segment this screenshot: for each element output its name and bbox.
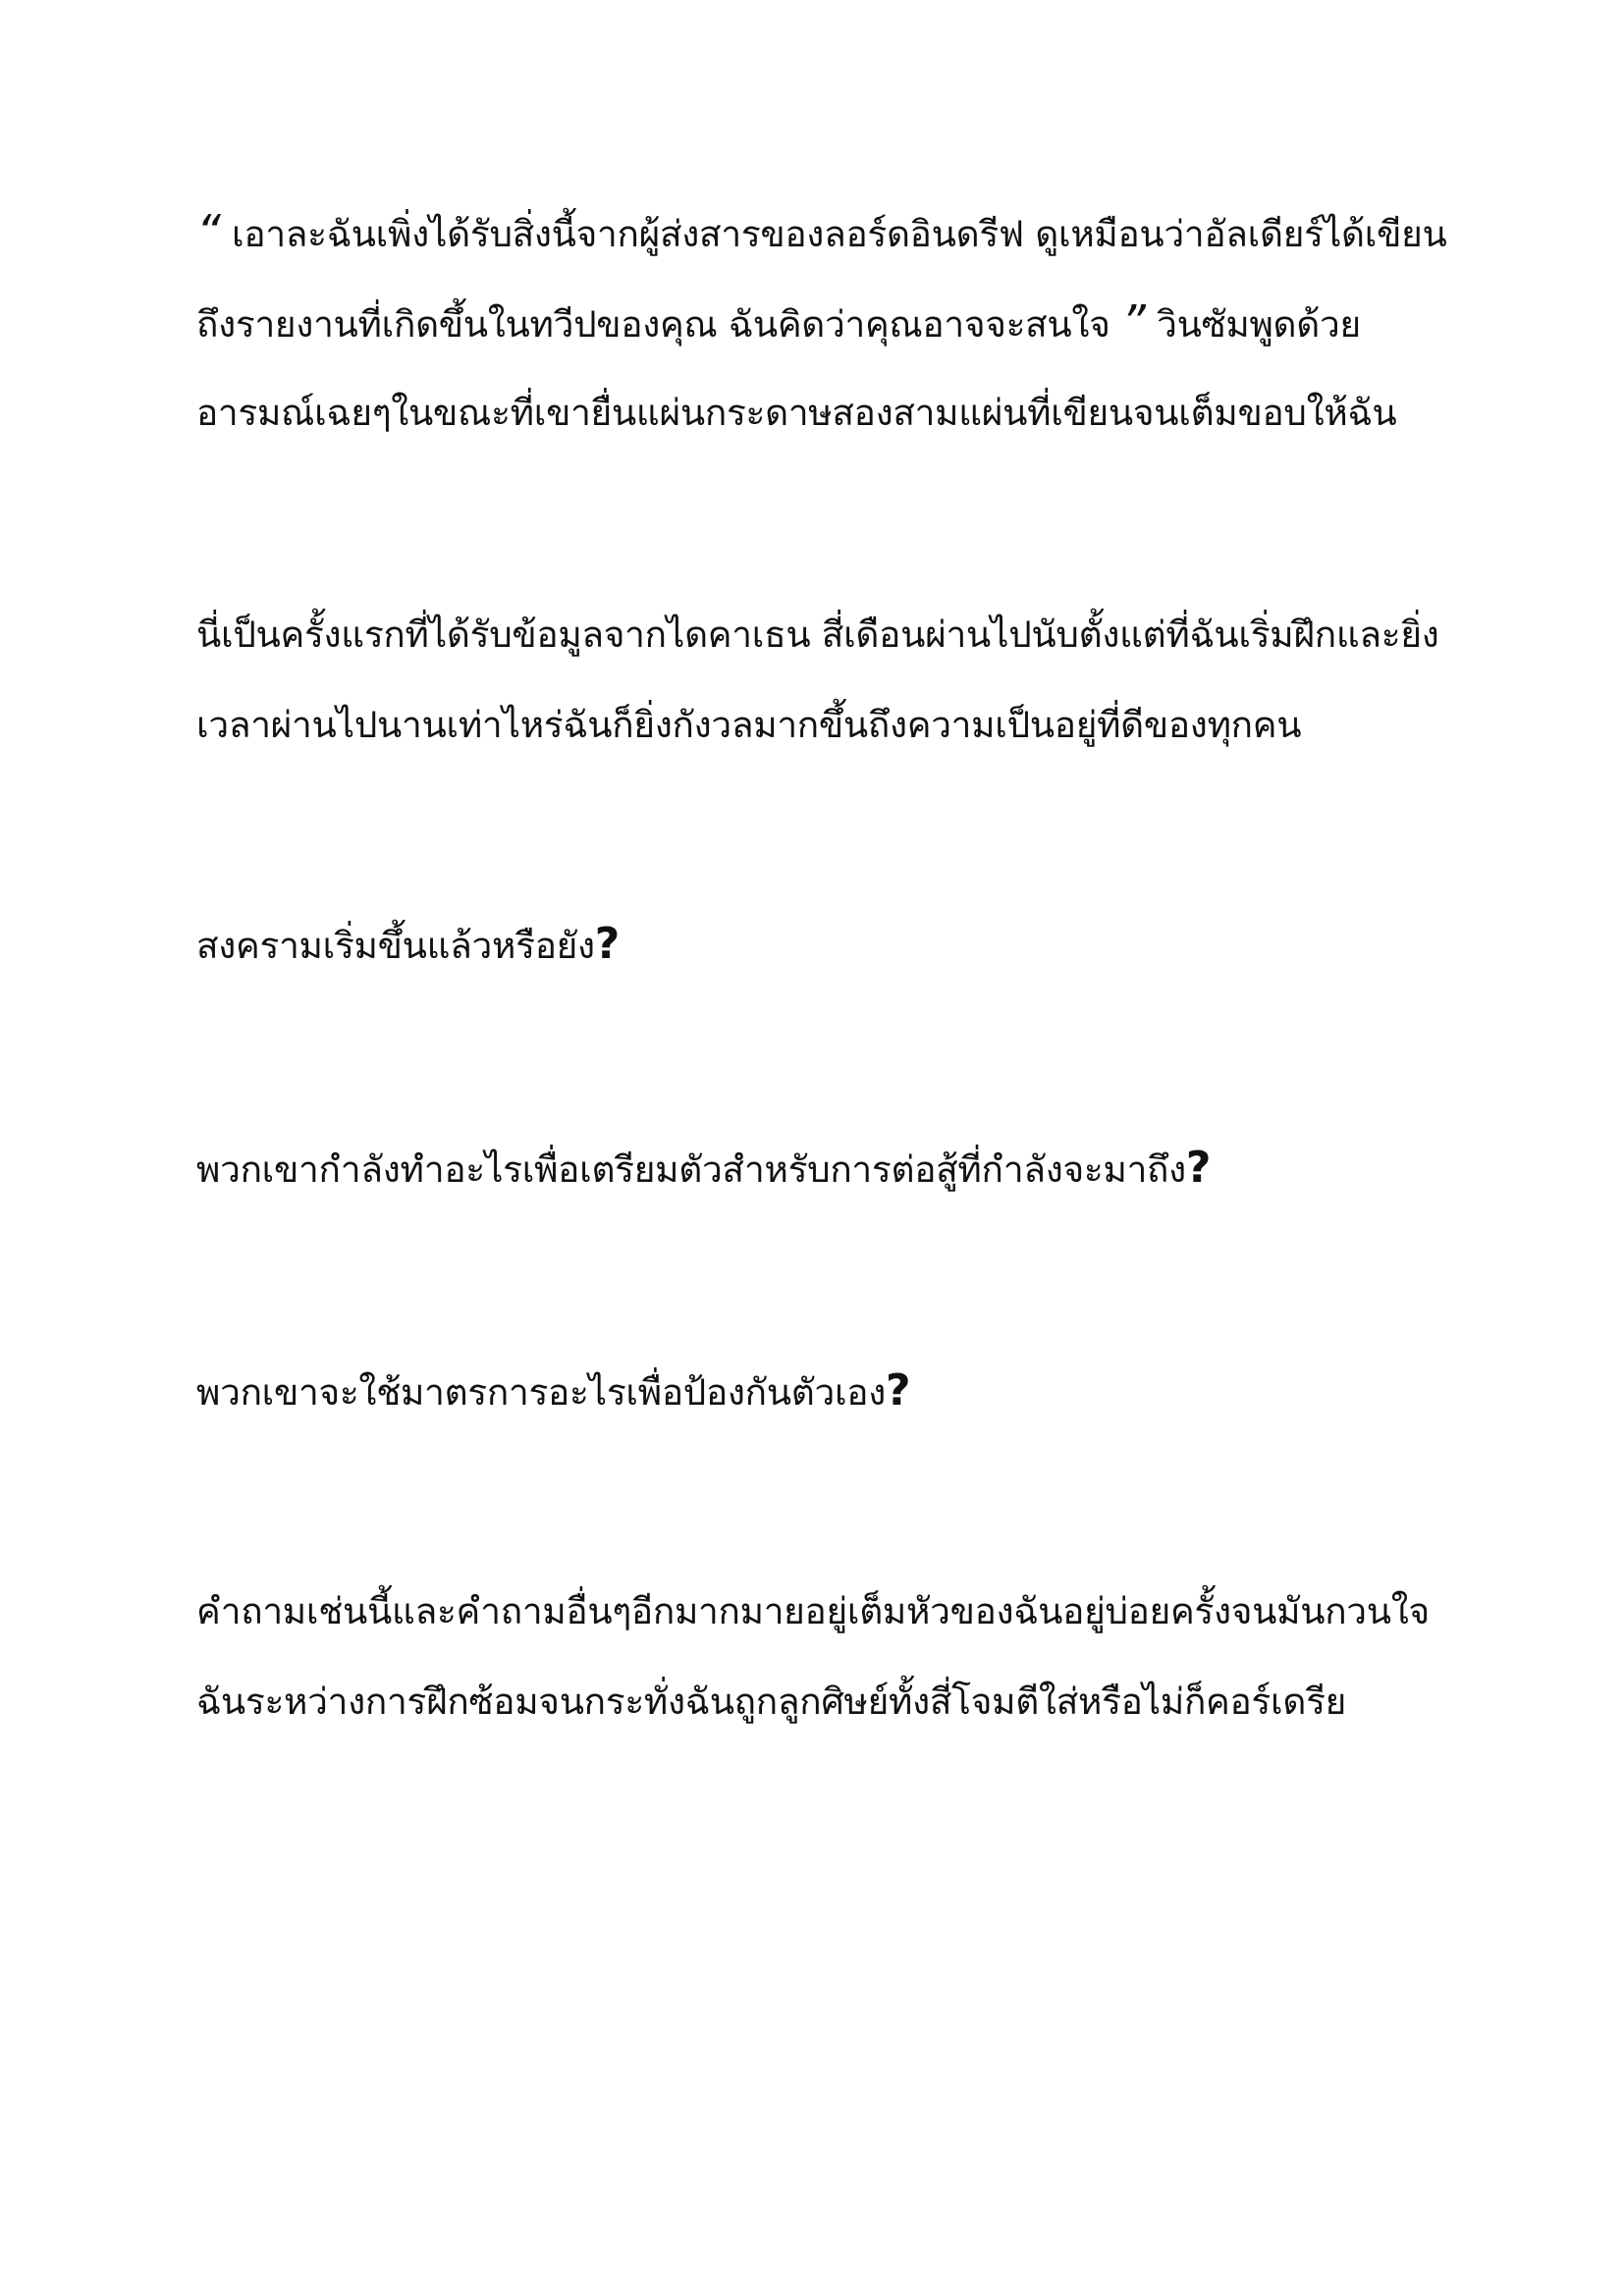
paragraph-1-line-3 <box>196 387 1453 440</box>
question-3-text: พวกเขาจะใช้มาตรการอะไรเพื่อป้องกันตัวเอง <box>196 1371 886 1414</box>
open-quote: “ <box>196 205 221 260</box>
paragraph-1-line-3-text: อารมณ์เฉยๆในขณะที่เขายื่นแผ่นกระดาษสองสามแผ่นที่เขียนจนเต็มขอบให้ฉัน <box>196 392 1397 434</box>
paragraph-3-line-1-text: คำถามเช่นนี้และคำถามอื่นๆอีกมากมายอยู่เต็มหัวของฉันอยู่บ่อยครั้งจนมันกวนใจ <box>196 1590 1430 1632</box>
question-1 <box>196 918 1453 973</box>
paragraph-1-line-1 <box>196 206 1453 261</box>
paragraph-2-line-1 <box>196 609 1453 662</box>
paragraph-3-line-2 <box>196 1676 1453 1729</box>
paragraph-3-line-2-text: ฉันระหว่างการฝึกซ้อมจนกระทั่งฉันถูกลูกศิษย์ทั้งสี่โจมตีใส่หรือไม่ก็คอร์เดรีย <box>196 1681 1347 1723</box>
question-1-text: สงครามเริ่มขึ้นแล้วหรือยัง <box>196 925 595 967</box>
question-2-mark: ? <box>1185 1143 1212 1193</box>
paragraph-1-line-1-text: เอาละฉันเพิ่งได้รับสิ่งนี้จากผู้ส่งสารของลอร์ดอินดรีฟ ดูเหมือนว่าอัลเดียร์ได้เขียน <box>232 213 1447 255</box>
close-quote: ” <box>1121 295 1146 350</box>
paragraph-2-line-2 <box>196 699 1453 752</box>
paragraph-1-line-2-text-a: ถึงรายงานที่เกิดขึ้นในทวีปของคุณ ฉันคิดว่าคุณอาจจะสนใจ <box>196 303 1110 346</box>
paragraph-2-line-2-text: เวลาผ่านไปนานเท่าไหร่ฉันก็ยิ่งกังวลมากขึ้นถึงความเป็นอยู่ที่ดีของทุกคน <box>196 704 1302 746</box>
paragraph-1-line-2-text-b: วินซัมพูดด้วย <box>1157 303 1361 346</box>
question-3 <box>196 1364 1453 1419</box>
question-1-mark: ? <box>594 919 620 969</box>
question-2 <box>196 1142 1453 1197</box>
paragraph-1-line-2 <box>196 296 1453 351</box>
paragraph-2-line-1-text: นี่เป็นครั้งแรกที่ได้รับข้อมูลจากไดคาเธน สี่เดือนผ่านไปนับตั้งแต่ที่ฉันเริ่มฝึกและยิ่ง <box>196 614 1439 656</box>
question-2-text: พวกเขากำลังทำอะไรเพื่อเตรียมตัวสำหรับการต่อสู้ที่กำลังจะมาถึง <box>196 1148 1186 1191</box>
question-3-mark: ? <box>885 1365 911 1415</box>
paragraph-3-line-1 <box>196 1585 1453 1638</box>
